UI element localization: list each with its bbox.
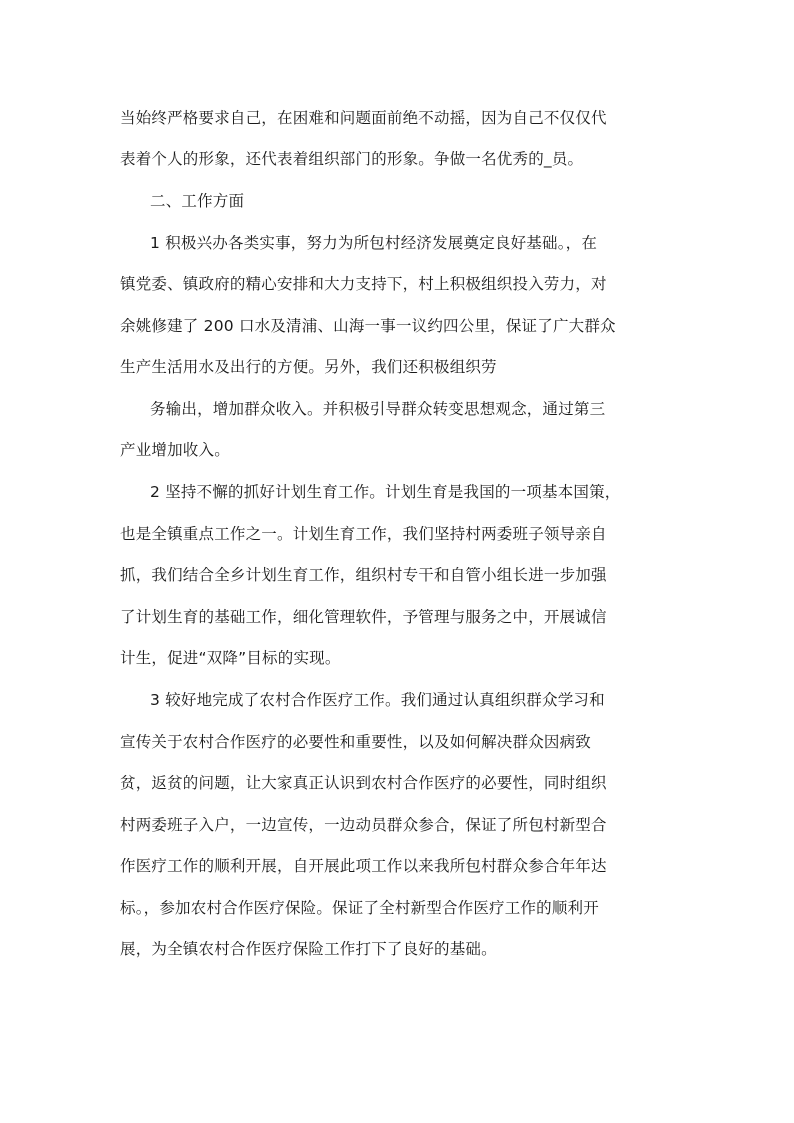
paragraph-line: 余姚修建了 200 口水及清浦、山海一事一议约四公里，保证了广大群众 — [120, 317, 616, 335]
paragraph-line: 2 坚持不懈的抓好计划生育工作。计划生育是我国的一项基本国策， — [150, 483, 621, 501]
paragraph-line: 抓，我们结合全乡计划生育工作，组织村专干和自管小组长进一步加强 — [120, 566, 607, 584]
paragraph-line: 了计划生育的基础工作，细化管理软件，予管理与服务之中，开展诚信 — [120, 608, 607, 626]
paragraph-line: 产业增加收入。 — [120, 441, 230, 459]
paragraph-line: 村两委班子入户，一边宣传，一边动员群众参合，保证了所包村新型合 — [120, 816, 607, 834]
paragraph-line: 贫，返贫的问题，让大家真正认识到农村合作医疗的必要性，同时组织 — [120, 774, 607, 792]
paragraph-line: 表着个人的形象，还代表着组织部门的形象。争做一名优秀的_员。 — [120, 150, 584, 168]
paragraph-line: 宣传关于农村合作医疗的必要性和重要性，以及如何解决群众因病致 — [120, 733, 592, 751]
paragraph-line: 展，为全镇农村合作医疗保险工作打下了良好的基础。 — [120, 940, 497, 958]
paragraph-line: 标。，参加农村合作医疗保险。保证了全村新型合作医疗工作的顺利开 — [120, 899, 599, 917]
paragraph-line: 计生，促进“双降”目标的实现。 — [120, 649, 341, 667]
paragraph-line: 务输出，增加群众收入。并积极引导群众转变思想观念，通过第三 — [150, 400, 606, 418]
paragraph-line: 也是全镇重点工作之一。计划生育工作，我们坚持村两委班子领导亲自 — [120, 525, 607, 543]
paragraph-line: 1 积极兴办各类实事，努力为所包村经济发展奠定良好基础。，在 — [150, 234, 598, 252]
paragraph-line: 生产生活用水及出行的方便。另外，我们还积极组织劳 — [120, 358, 497, 376]
section-heading: 二、工作方面 — [150, 192, 245, 210]
paragraph-line: 作医疗工作的顺利开展，自开展此项工作以来我所包村群众参合年年达 — [120, 857, 607, 875]
paragraph-line: 镇党委、镇政府的精心安排和大力支持下，村上积极组织投入劳力，对 — [120, 275, 607, 293]
paragraph-line: 3 较好地完成了农村合作医疗工作。我们通过认真组织群众学习和 — [150, 691, 605, 709]
paragraph-line: 当始终严格要求自己，在困难和问题面前绝不动摇，因为自己不仅仅代 — [120, 109, 607, 127]
